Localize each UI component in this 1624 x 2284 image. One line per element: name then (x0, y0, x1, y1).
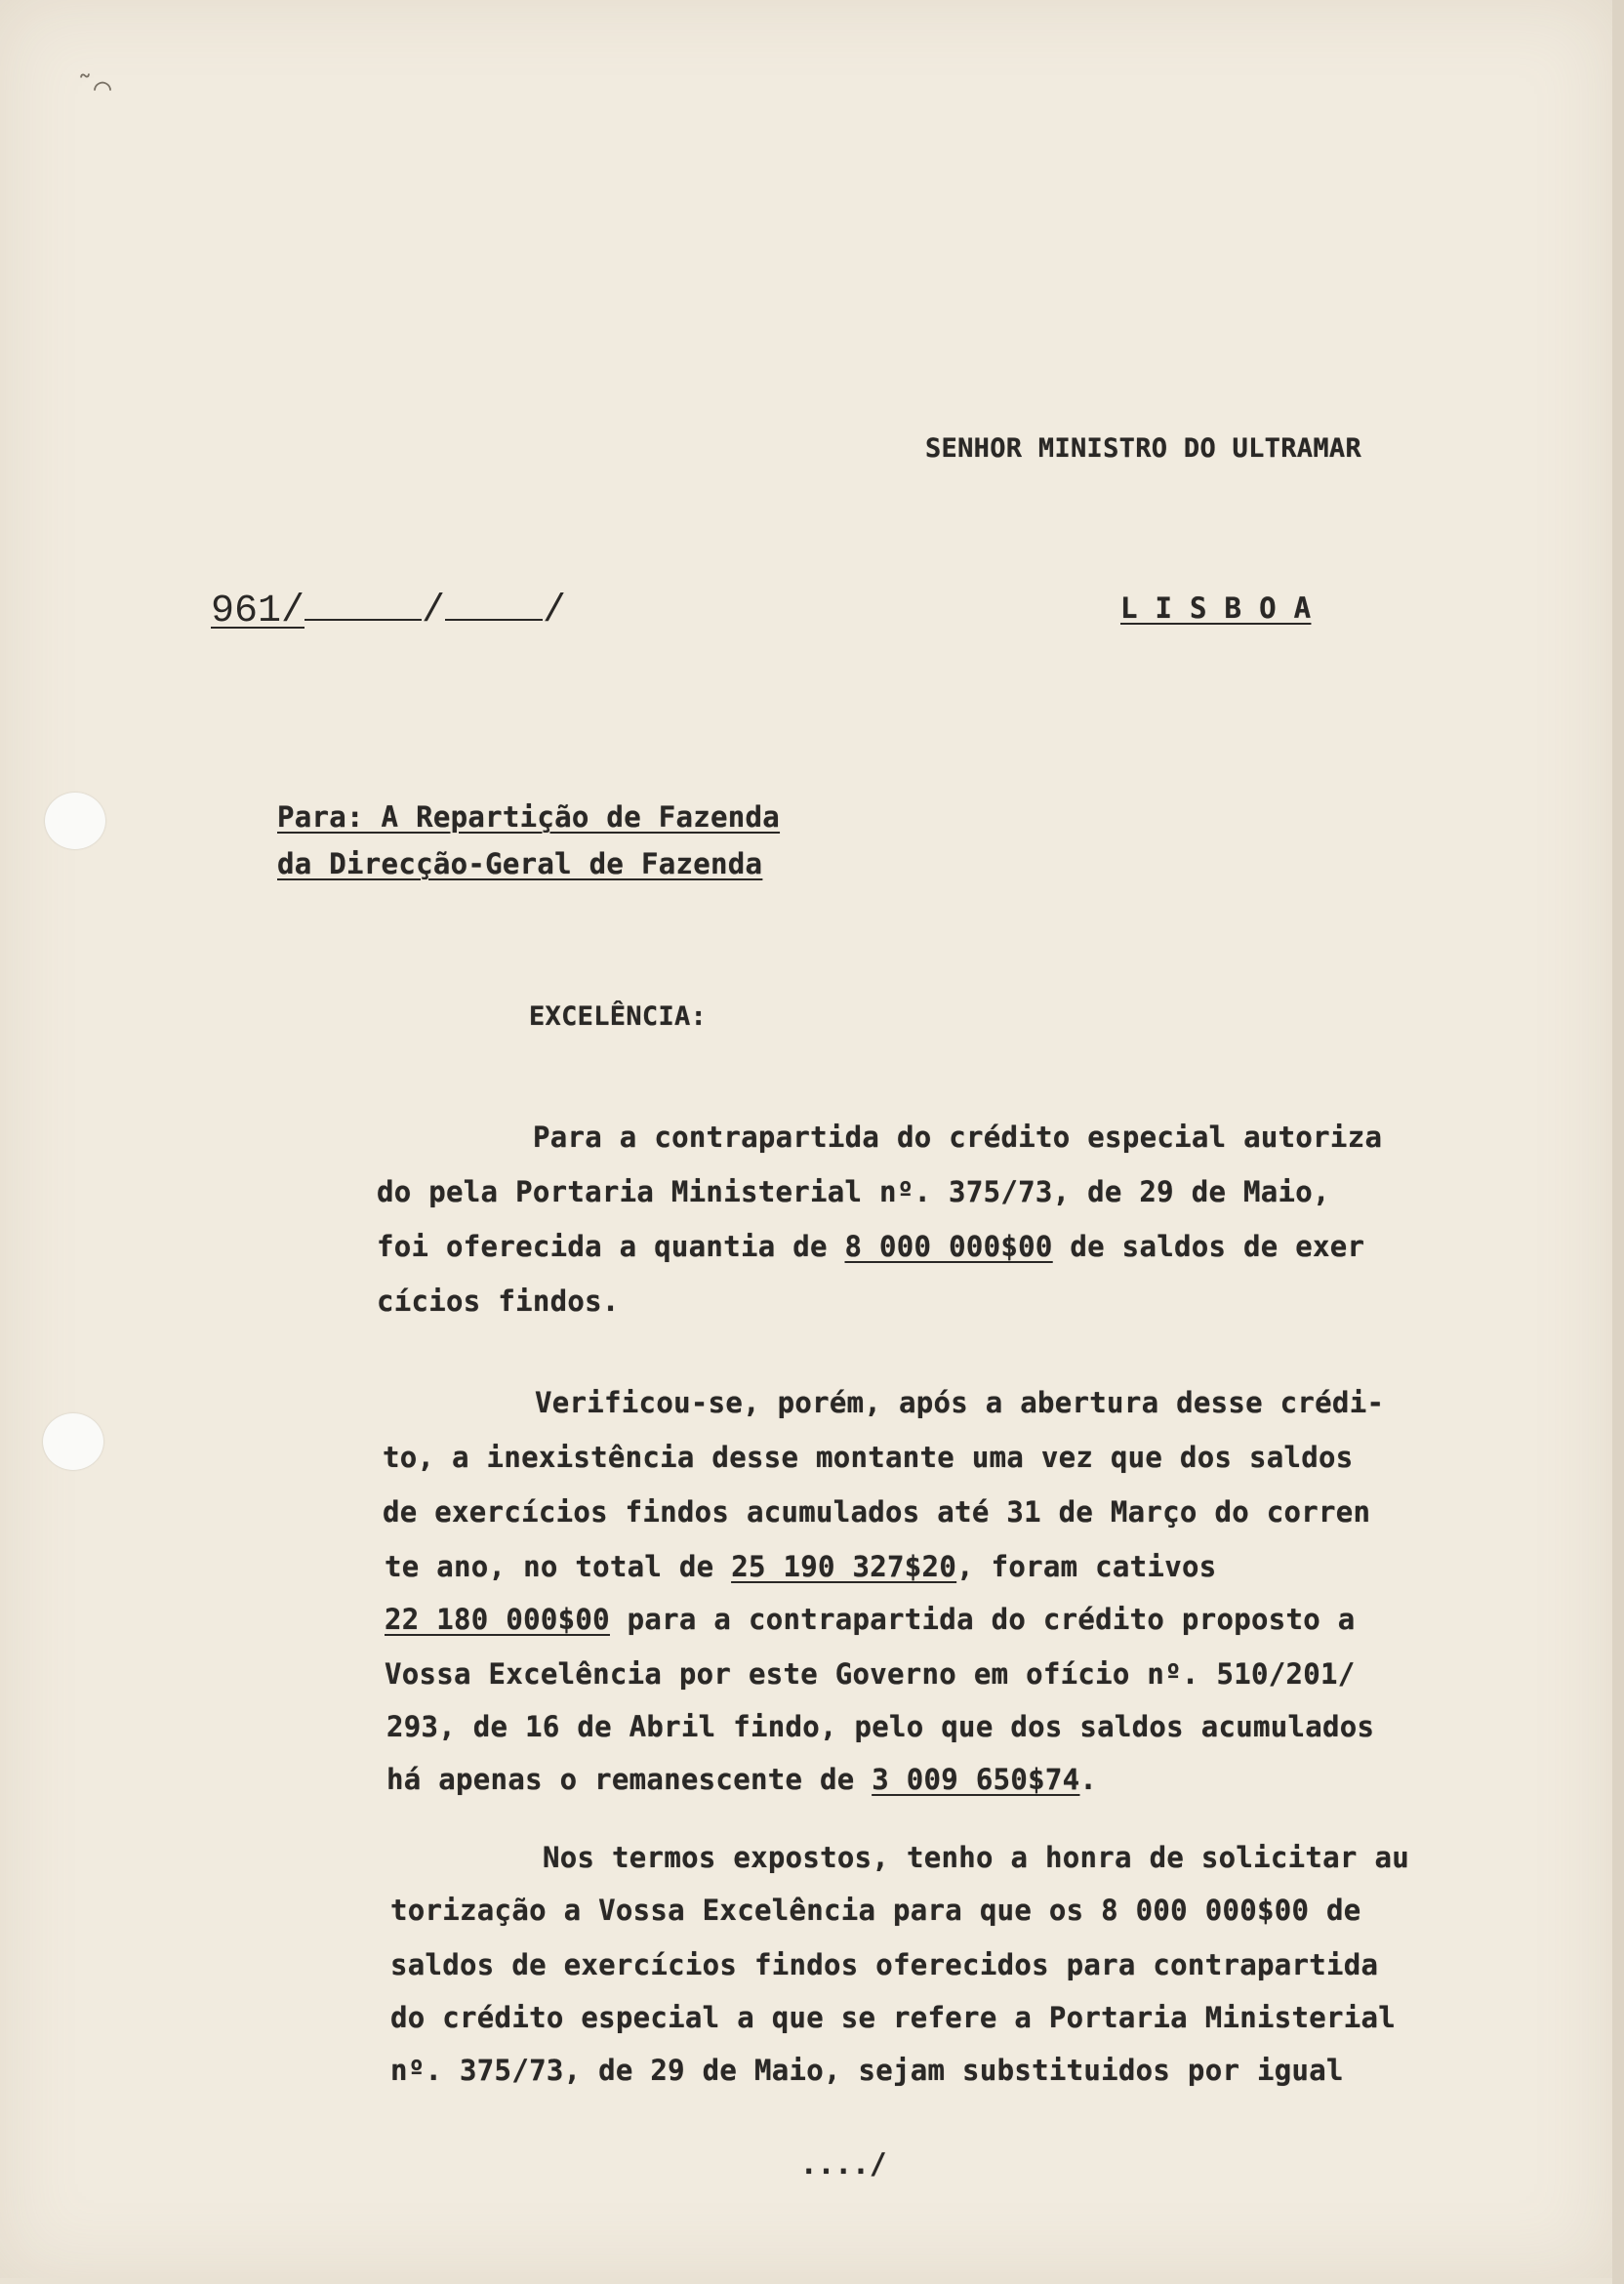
paragraph-2-line (385, 1550, 1216, 1583)
recipient-line-2: da Direcção-Geral de Fazenda (277, 847, 763, 880)
reference-separator: / (543, 590, 567, 633)
text-segment: de saldos de exer (1052, 1230, 1365, 1263)
paragraph-2-line: Verificou-se, porém, após a abertura desse crédi- (535, 1386, 1385, 1419)
continuation-mark: ..../ (800, 2147, 887, 2181)
punch-hole-top (45, 793, 105, 849)
salutation: EXCELÊNCIA: (529, 1001, 708, 1032)
paragraph-2-line: de exercícios findos acumulados até 31 de Março do corren (383, 1495, 1371, 1529)
paragraph-1-line: Para a contrapartida do crédito especial autoriza (533, 1121, 1383, 1154)
punch-hole-bottom (43, 1413, 103, 1470)
text-segment: , foram cativos (956, 1550, 1217, 1583)
paragraph-2-line: to, a inexistência desse montante uma vez que dos saldos (383, 1441, 1354, 1474)
reference-separator: / (422, 590, 446, 633)
paragraph-1-line (377, 1230, 1364, 1263)
reference-blank-1 (304, 584, 422, 621)
reference-value: 961/ (211, 590, 305, 633)
text-segment: te ano, no total de (385, 1550, 732, 1583)
paragraph-2-line: Vossa Excelência por este Governo em ofício nº. 510/201/ (385, 1657, 1356, 1691)
paragraph-1-line: cícios findos. (377, 1285, 620, 1318)
paragraph-3-line: do crédito especial a que se refere a Portaria Ministerial (390, 2001, 1397, 2034)
amount-underlined: 3 009 650$74 (872, 1763, 1080, 1796)
page-edge (1612, 0, 1624, 2284)
text-segment: para a contrapartida do crédito proposto a (609, 1603, 1356, 1636)
paragraph-3-line: saldos de exercícios findos oferecidos para contrapartida (390, 1948, 1379, 1981)
text-segment: . (1079, 1763, 1098, 1796)
addressee-heading: SENHOR MINISTRO DO ULTRAMAR (925, 433, 1361, 464)
paragraph-3-line: nº. 375/73, de 29 de Maio, sejam substituidos por igual (390, 2054, 1344, 2087)
paragraph-2-line (385, 1603, 1356, 1636)
amount-underlined: 22 180 000$00 (385, 1603, 610, 1636)
paragraph-1-line: do pela Portaria Ministerial nº. 375/73, de 29 de Maio, (377, 1175, 1330, 1208)
paragraph-2-line (386, 1763, 1097, 1796)
text-segment: foi oferecida a quantia de (377, 1230, 845, 1263)
reference-blank-2 (445, 584, 543, 621)
amount-underlined: 25 190 327$20 (731, 1550, 957, 1583)
amount-underlined: 8 000 000$00 (844, 1230, 1053, 1263)
paragraph-2-line: 293, de 16 de Abril findo, pelo que dos saldos acumulados (386, 1710, 1375, 1743)
recipient-line-1: Para: A Repartição de Fazenda (277, 800, 781, 834)
text-segment: há apenas o remanescente de (386, 1763, 873, 1796)
reference-number (211, 584, 566, 633)
paragraph-3-line: Nos termos expostos, tenho a honra de solicitar au (543, 1841, 1409, 1874)
smudge-mark: ˜⌒ (76, 70, 112, 104)
city-heading: L I S B O A (1120, 591, 1312, 625)
paragraph-3-line: torização a Vossa Excelência para que os 8 000 000$00 de (390, 1894, 1361, 1927)
